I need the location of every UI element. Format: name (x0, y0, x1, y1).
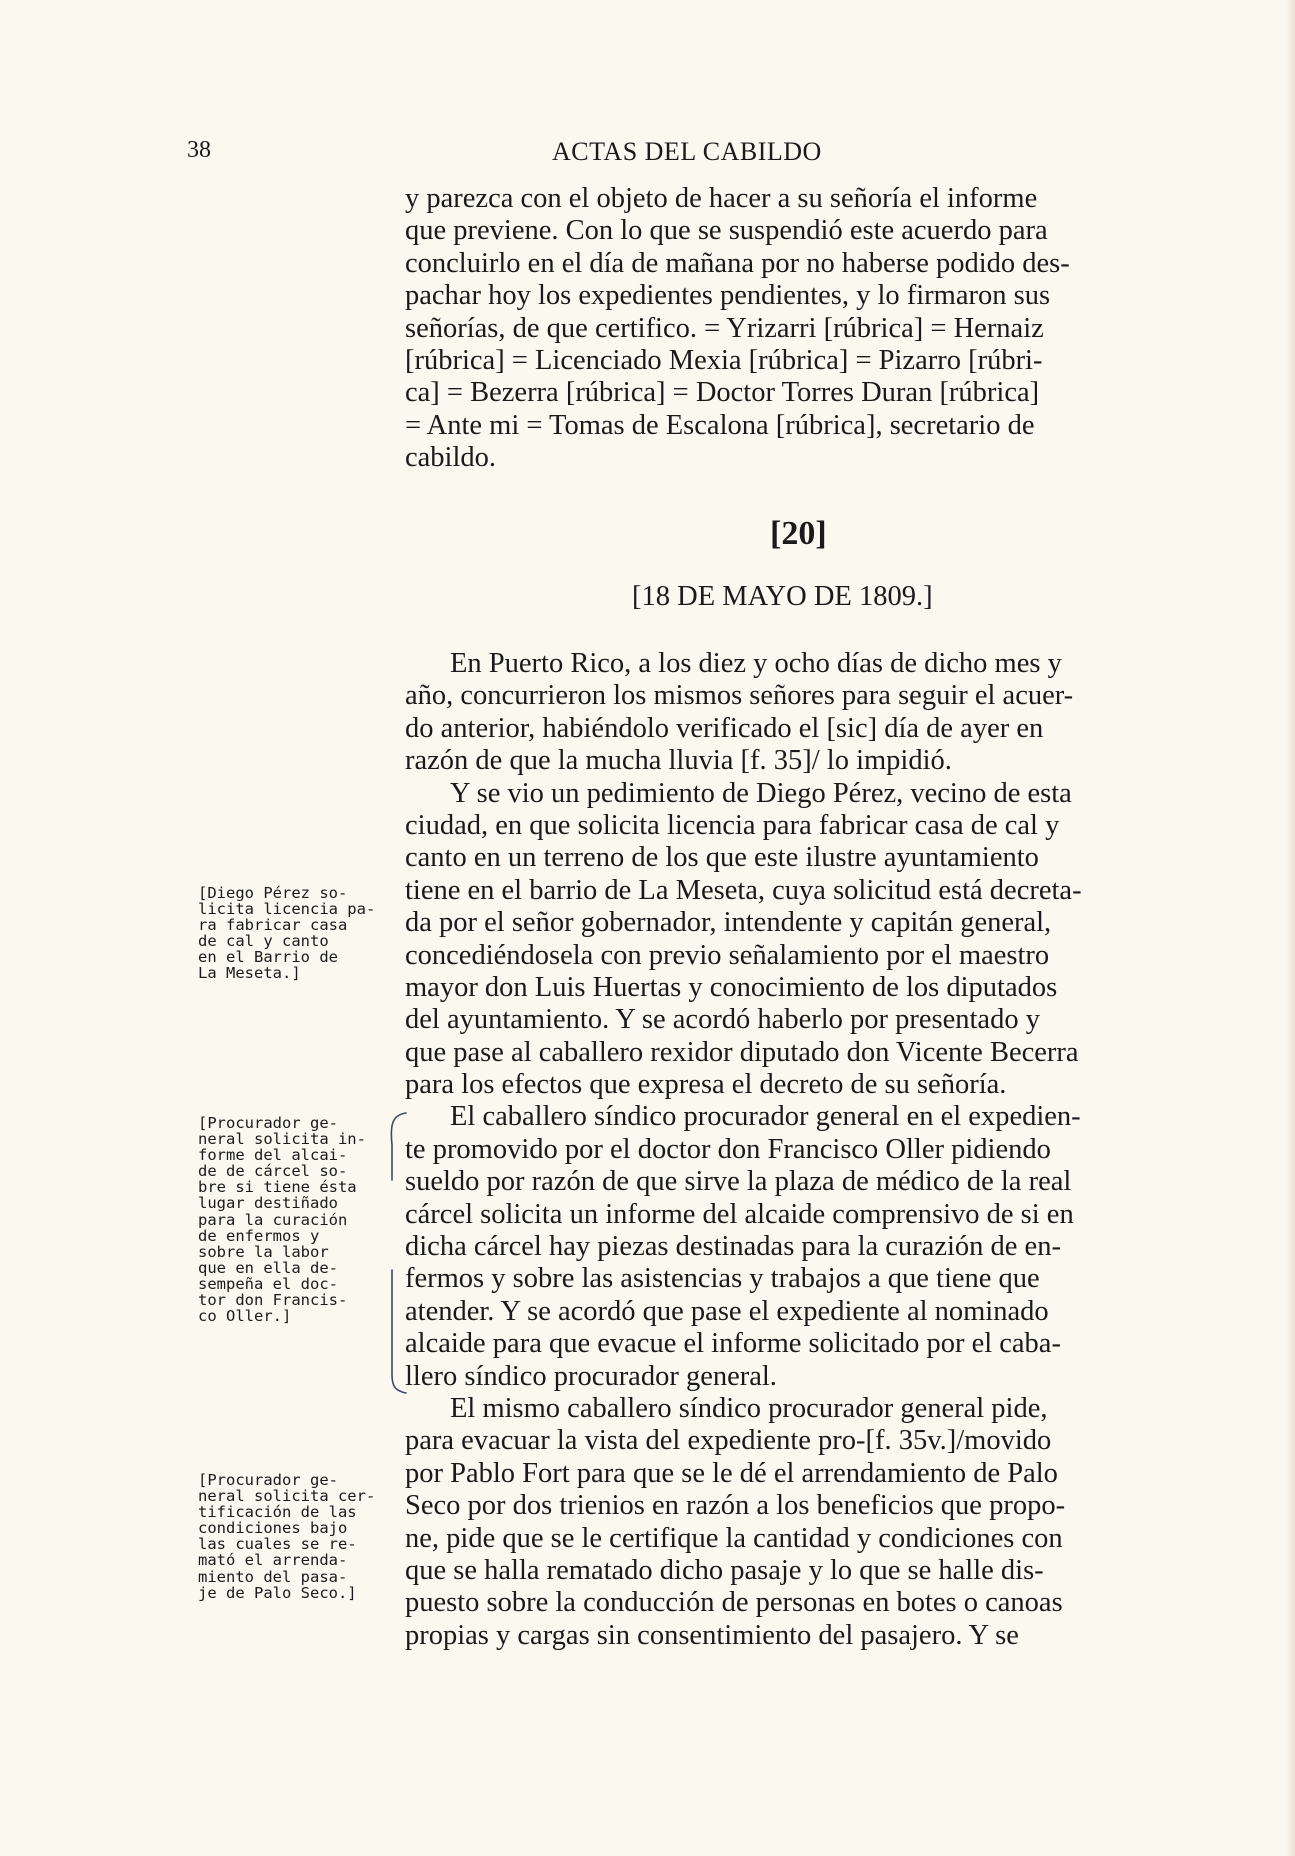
text-line: propias y cargas sin consentimiento del pasajero. Y se (405, 1619, 1019, 1651)
entry-body (405, 648, 1210, 1652)
margin-line: que en ella de- (198, 1258, 338, 1277)
text-line: por Pablo Fort para que se le dé el arrendamiento de Palo (405, 1457, 1058, 1489)
margin-line: sempeña el doc- (198, 1274, 338, 1293)
text-line: ca] = Bezerra [rúbrica] = Doctor Torres Duran [rúbrica] (405, 377, 1040, 409)
margin-line: miento del pasa- (198, 1567, 348, 1586)
text-line: señorías, de que certifico. = Yrizarri [rúbrica] = Hernaiz (405, 312, 1044, 344)
text-line: concediéndosela con previo señalamiento por el maestro (405, 939, 1050, 971)
text-line: te promovido por el doctor don Francisco Oller pidiendo (405, 1133, 1051, 1165)
margin-line: en el Barrio de (198, 948, 338, 967)
text-line: y parezca con el objeto de hacer a su señoría el informe (405, 183, 1038, 214)
margin-line: tor don Francis- (198, 1291, 348, 1310)
text-line: = Ante mi = Tomas de Escalona [rúbrica], secretario de (405, 409, 1035, 441)
text-line: tiene en el barrio de La Meseta, cuya solicitud está decreta- (405, 874, 1082, 906)
text-line: mayor don Luis Huertas y conocimiento de los diputados (405, 971, 1058, 1003)
text-line: dicha cárcel hay piezas destinadas para la curazión de en- (405, 1231, 1061, 1263)
text-line: El caballero síndico procurador general en el expedien- (450, 1101, 1081, 1133)
margin-line: de cal y canto (198, 932, 329, 951)
margin-line: licita licencia pa- (198, 900, 376, 919)
margin-line: las cuales se re- (198, 1535, 357, 1554)
text-line: que previene. Con lo que se suspendió este acuerdo para (405, 215, 1048, 247)
text-line: sueldo por razón de que sirve la plaza de médico de la real (405, 1166, 1072, 1198)
text-line: ne, pide que se le certifique la cantidad y condiciones con (405, 1522, 1063, 1554)
margin-line: forme del alcai- (198, 1146, 348, 1165)
text-line: alcaide para que evacue el informe solicitado por el caba- (405, 1328, 1061, 1360)
text-line: cabildo. (405, 442, 497, 474)
margin-line: condiciones bajo (198, 1519, 348, 1538)
margin-note-procurador-palo-seco (198, 1472, 376, 1601)
text-line: puesto sobre la conducción de personas en botes o canoas (405, 1587, 1063, 1619)
text-line: canto en un terreno de los que este ilustre ayuntamiento (405, 842, 1039, 874)
margin-line: La Meseta.] (198, 964, 301, 983)
margin-line: neral solicita in- (198, 1130, 366, 1149)
margin-note-diego-perez (198, 885, 376, 982)
text-line: Seco por dos trienios en razón a los beneficios que propo- (405, 1490, 1066, 1522)
text-line: pachar hoy los expedientes pendientes, y lo firmaron sus (405, 280, 1051, 312)
text-line: del ayuntamiento. Y se acordó haberlo por presentado y (405, 1004, 1040, 1036)
text-line: para los efectos que expresa el decreto de su señoría. (405, 1069, 1007, 1101)
text-line: concluirlo en el día de mañana por no haberse podido des- (405, 247, 1070, 279)
text-line: año, concurrieron los mismos señores para seguir el acuer- (405, 680, 1074, 712)
margin-line: lugar destiñado (198, 1194, 338, 1213)
page-edge (1285, 0, 1295, 1856)
margin-line: bre si tiene ésta (198, 1178, 357, 1197)
continuation-paragraph (405, 183, 1210, 475)
running-head: ACTAS DEL CABILDO (552, 137, 822, 166)
text-line: fermos y sobre las asistencias y trabajos a que tiene que (405, 1263, 1040, 1295)
margin-note-procurador-carcel (198, 1115, 376, 1324)
text-line: Y se vio un pedimiento de Diego Pérez, vecino de esta (450, 777, 1072, 809)
margin-line: [Procurador ge- (198, 1471, 338, 1489)
text-line: para evacuar la vista del expediente pro-[f. 35v.]/movido (405, 1425, 1052, 1457)
section-date: [18 DE MAYO DE 1809.] (632, 581, 933, 612)
margin-line: de de cárcel so- (198, 1162, 348, 1181)
text-line: que pase al caballero rexidor diputado don Vicente Becerra (405, 1036, 1079, 1068)
text-line: [rúbrica] = Licenciado Mexia [rúbrica] = Pizarro [rúbri- (405, 344, 1043, 376)
margin-line: co Oller.] (198, 1307, 292, 1326)
margin-line: ra fabricar casa (198, 916, 348, 935)
margin-line: para la curación (198, 1210, 348, 1229)
margin-line: je de Palo Seco.] (198, 1583, 357, 1602)
text-line: razón de que la mucha lluvia [f. 35]/ lo impidió. (405, 745, 952, 777)
margin-line: tificación de las (198, 1503, 357, 1522)
margin-line: sobre la labor (198, 1242, 329, 1261)
page-number: 38 (187, 137, 211, 163)
text-line: llero síndico procurador general. (405, 1360, 777, 1392)
text-line: cárcel solicita un informe del alcaide comprensivo de si en (405, 1198, 1074, 1230)
margin-line: neral solicita cer- (198, 1487, 376, 1506)
margin-line: mató el arrenda- (198, 1551, 348, 1570)
text-line: da por el señor gobernador, intendente y capitán general, (405, 907, 1052, 939)
text-line: En Puerto Rico, a los diez y ocho días de dicho mes y (450, 648, 1062, 679)
text-line: El mismo caballero síndico procurador general pide, (450, 1392, 1048, 1424)
margin-line: de enfermos y (198, 1226, 320, 1245)
section-number: [20] (770, 515, 827, 552)
text-line: atender. Y se acordó que pase el expediente al nominado (405, 1295, 1049, 1327)
margin-line: [Diego Pérez so- (198, 884, 348, 902)
text-line: ciudad, en que solicita licencia para fabricar casa de cal y (405, 809, 1060, 841)
text-line: do anterior, habiéndolo verificado el [sic] día de ayer en (405, 712, 1044, 744)
margin-line: [Procurador ge- (198, 1114, 338, 1132)
text-line: que se halla rematado dicho pasaje y lo que se halle dis- (405, 1554, 1044, 1586)
